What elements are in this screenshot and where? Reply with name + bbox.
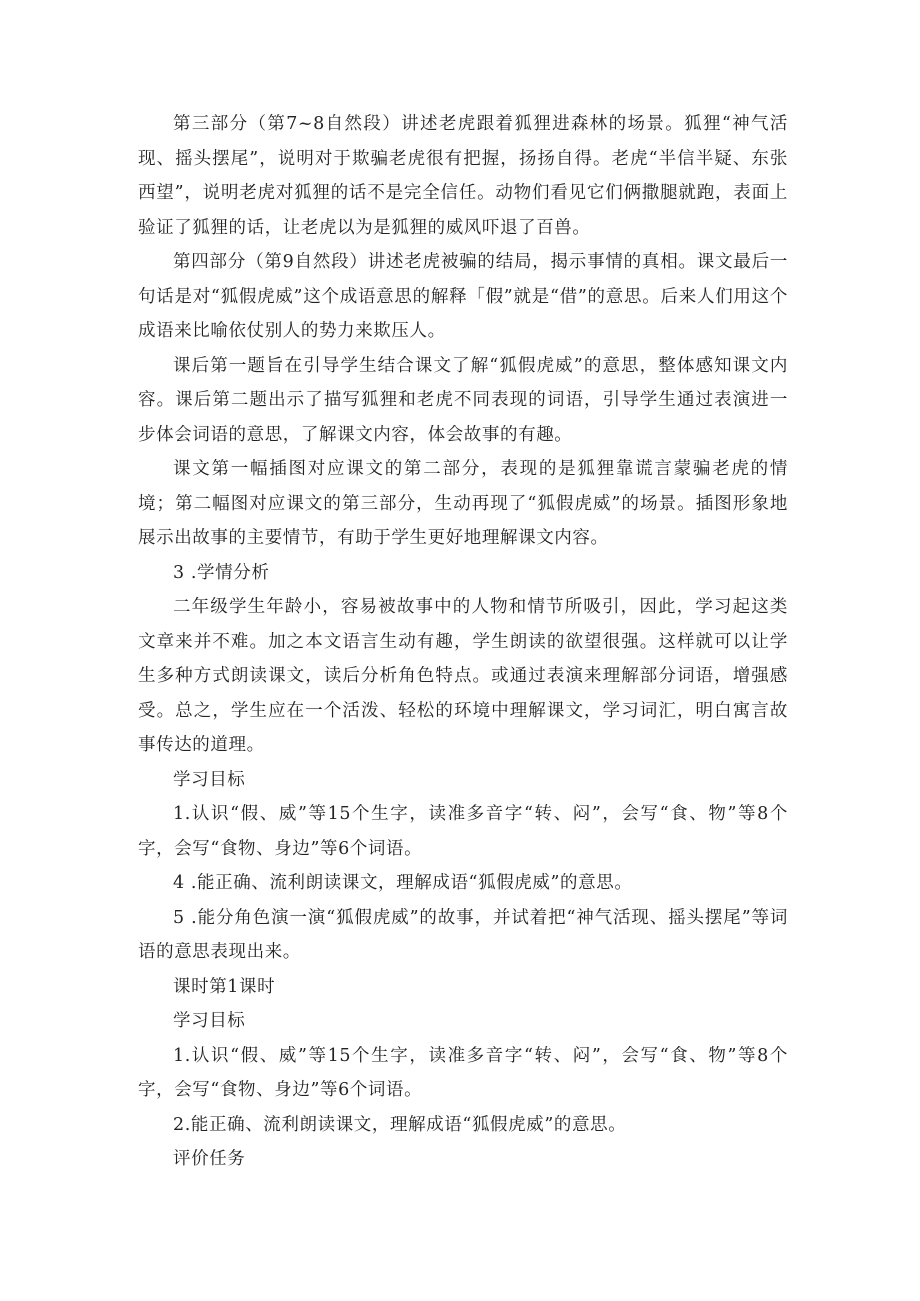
heading-learning-goals: 学习目标 — [173, 769, 246, 790]
paragraph-illustrations: 课文第一幅插图对应课文的第二部分，表现的是狐狸靠谎言蒙骗老虎的情境；第二幅图对应课文的第三部分，生动再现了“狐假虎威”的场景。插图形象地展示出故事的主要情节，有助于学生更好地理解课文内容。 — [138, 459, 788, 548]
goal-item-5: 5 .能分角色演一演“狐假虎威”的故事，并试着把“神气活现、摇头摆尾”等词语的意思表现出来。 — [138, 907, 788, 962]
heading-learning-analysis: 3 .学情分析 — [173, 562, 270, 583]
paragraph-learning-analysis: 二年级学生年龄小，容易被故事中的人物和情节所吸引，因此，学习起这类文章来并不难。加之本文语言生动有趣，学生朗读的欲望很强。这样就可以让学生多种方式朗读课文，读后分析角色特点。或通过表演来理解部分词语，增强感受。总之，学生应在一个活泼、轻松的环境中理解课文，学习词汇，明白寓言故事传达的道理。 — [138, 597, 788, 755]
goal-item-4: 4 .能正确、流利朗读课文，理解成语“狐假虎威”的意思。 — [173, 873, 633, 893]
heading-evaluation-tasks: 评价任务 — [173, 1149, 246, 1169]
document-body — [138, 107, 788, 1177]
lesson-goal-item-2: 2.能正确、流利朗读课文，理解成语“狐假虎威”的意思。 — [173, 1114, 627, 1135]
lesson-goal-item-1: 1.认识“假、威”等15个生字，读准多音字“转、闷”，会写“食、物”等8个字，会写“食物、身边”等6个词语。 — [138, 1045, 788, 1100]
paragraph-exercises: 课后第一题旨在引导学生结合课文了解“狐假虎威”的意思，整体感知课文内容。课后第二题出示了描写狐狸和老虎不同表现的词语，引导学生通过表演进一步体会词语的意思，了解课文内容，体会故事的有趣。 — [138, 355, 788, 445]
heading-learning-goals-lesson: 学习目标 — [173, 1011, 246, 1031]
goal-item-1: 1.认识“假、威”等15个生字，读准多音字“转、闷”，会写“食、物”等8个字，会写“食物、身边”等6个词语。 — [138, 804, 788, 859]
heading-lesson-one: 课时第1课时 — [173, 976, 276, 997]
paragraph-part-four: 第四部分（第9自然段）讲述老虎被骗的结局，揭示事情的真相。课文最后一句话是对“狐假虎威”这个成语意思的解释「假”就是“借”的意思。后来人们用这个成语来比喻依仗别人的势力来欺压人。 — [138, 252, 788, 341]
paragraph-part-three: 第三部分（第7~8自然段）讲述老虎跟着狐狸进森林的场景。狐狸“神气活现、摇头摆尾”，说明对于欺骗老虎很有把握，扬扬自得。老虎“半信半疑、东张西望”，说明老虎对狐狸的话不是完全信任。动物们看见它们俩撒腿就跑，表面上验证了狐狸的话，让老虎以为是狐狸的威风吓退了百兽。 — [138, 114, 788, 238]
